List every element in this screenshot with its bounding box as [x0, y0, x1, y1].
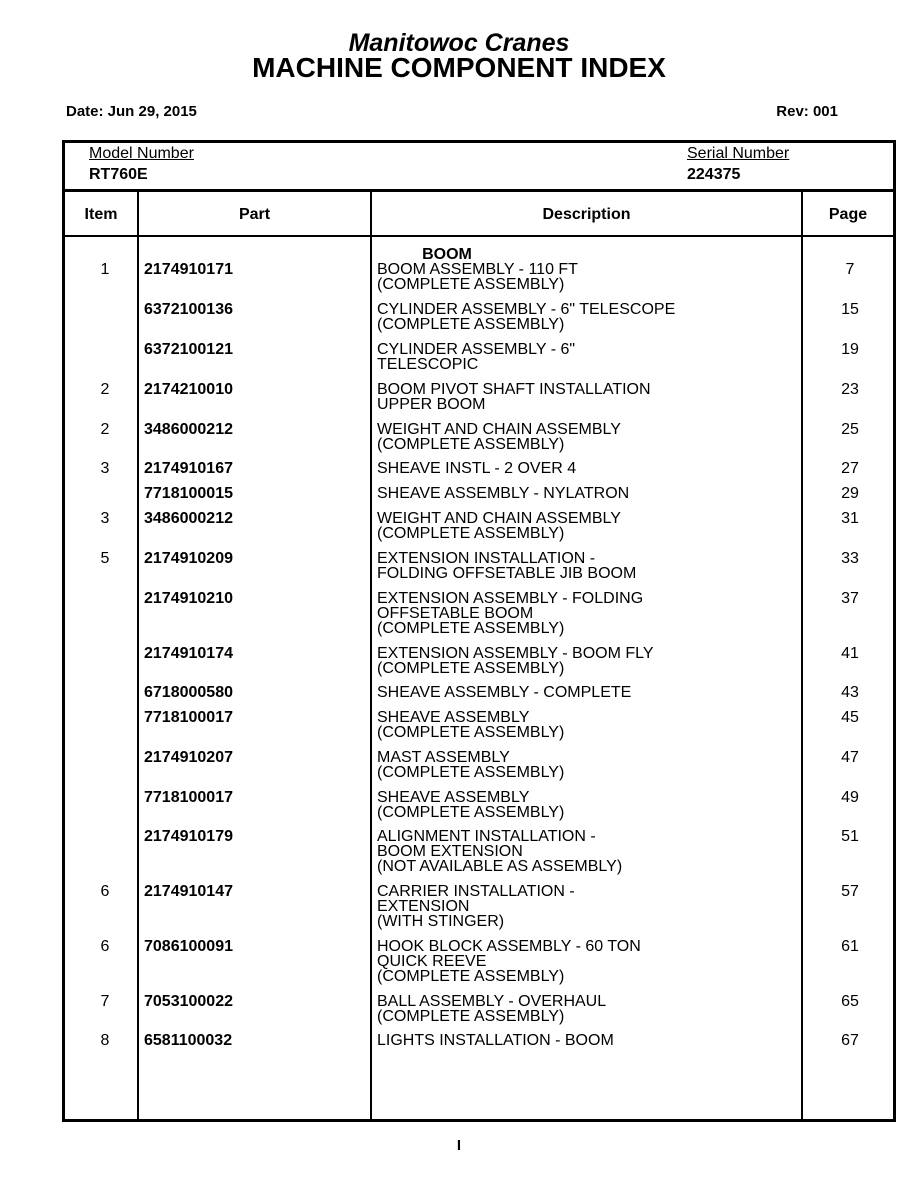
item-number: 7 — [100, 993, 110, 1010]
page-reference: 65 — [841, 993, 859, 1010]
page-reference: 31 — [841, 510, 859, 527]
part-number: 2174210010 — [144, 381, 233, 398]
description-line: (COMPLETE ASSEMBLY) — [377, 764, 565, 781]
description-line: QUICK REEVE — [377, 953, 487, 970]
component-index-table — [62, 140, 896, 1122]
document-title: MACHINE COMPONENT INDEX — [252, 52, 666, 83]
page-reference: 61 — [841, 938, 859, 955]
item-number: 1 — [100, 261, 110, 278]
description-line: (COMPLETE ASSEMBLY) — [377, 620, 565, 637]
part-number: 2174910147 — [144, 883, 233, 900]
page-reference: 23 — [841, 381, 859, 398]
part-description — [377, 422, 797, 452]
part-number: 2174910179 — [144, 828, 233, 845]
part-number: 7718100017 — [144, 709, 233, 726]
description-line: BALL ASSEMBLY - OVERHAUL — [377, 993, 607, 1010]
item-number: 2 — [100, 381, 110, 398]
description-line: FOLDING OFFSETABLE JIB BOOM — [377, 565, 637, 582]
description-line: EXTENSION ASSEMBLY - FOLDING — [377, 590, 644, 607]
part-description — [377, 685, 797, 700]
part-number: 7053100022 — [144, 993, 233, 1010]
description-line: (COMPLETE ASSEMBLY) — [377, 724, 565, 741]
page-reference: 43 — [841, 684, 859, 701]
page-reference: 67 — [841, 1032, 859, 1049]
part-description — [377, 342, 797, 372]
part-number: 6581100032 — [144, 1032, 233, 1049]
serial-number-label: Serial Number — [687, 145, 790, 162]
part-description — [377, 461, 797, 476]
page-reference: 27 — [841, 460, 859, 477]
description-line: HOOK BLOCK ASSEMBLY - 60 TON — [377, 938, 641, 955]
header-divider — [65, 189, 893, 192]
part-number: 2174910167 — [144, 460, 233, 477]
item-number: 3 — [100, 460, 110, 477]
part-description — [377, 884, 797, 929]
item-number: 6 — [100, 938, 110, 955]
description-line: BOOM PIVOT SHAFT INSTALLATION — [377, 381, 651, 398]
page-reference: 49 — [841, 789, 859, 806]
description-line: SHEAVE ASSEMBLY — [377, 789, 530, 806]
item-number: 5 — [100, 550, 110, 567]
part-number: 6372100121 — [144, 341, 233, 358]
item-number: 3 — [100, 510, 110, 527]
description-line: BOOM ASSEMBLY - 110 FT — [377, 261, 578, 278]
description-line: MAST ASSEMBLY — [377, 749, 510, 766]
document-revision: Rev: 001 — [776, 103, 838, 120]
document-date: Date: Jun 29, 2015 — [66, 103, 197, 120]
description-line: (COMPLETE ASSEMBLY) — [377, 436, 565, 453]
description-line: ALIGNMENT INSTALLATION - — [377, 828, 596, 845]
page-reference: 57 — [841, 883, 859, 900]
description-line: (COMPLETE ASSEMBLY) — [377, 276, 565, 293]
model-number-value: RT760E — [89, 166, 148, 183]
description-line: (COMPLETE ASSEMBLY) — [377, 660, 565, 677]
part-number: 6718000580 — [144, 684, 233, 701]
page-reference: 19 — [841, 341, 859, 358]
part-number: 7086100091 — [144, 938, 233, 955]
description-line: SHEAVE ASSEMBLY — [377, 709, 530, 726]
part-description — [377, 939, 797, 984]
part-number: 2174910174 — [144, 645, 233, 662]
description-line: EXTENSION INSTALLATION - — [377, 550, 596, 567]
page-reference: 37 — [841, 590, 859, 607]
page-reference: 41 — [841, 645, 859, 662]
column-header-page: Page — [828, 206, 868, 223]
page-reference: 15 — [841, 301, 859, 318]
item-number: 8 — [100, 1032, 110, 1049]
part-description — [377, 1033, 797, 1048]
description-line: LIGHTS INSTALLATION - BOOM — [377, 1032, 614, 1049]
part-number: 3486000212 — [144, 421, 233, 438]
part-number: 7718100017 — [144, 789, 233, 806]
description-line: SHEAVE INSTL - 2 OVER 4 — [377, 460, 577, 477]
serial-number-value: 224375 — [687, 166, 741, 183]
page-number: I — [456, 1137, 462, 1154]
part-number: 2174910171 — [144, 261, 233, 278]
part-number: 2174910207 — [144, 749, 233, 766]
part-description — [377, 262, 797, 292]
description-line: UPPER BOOM — [377, 396, 486, 413]
description-line: WEIGHT AND CHAIN ASSEMBLY — [377, 510, 621, 527]
part-number: 2174910210 — [144, 590, 233, 607]
page-reference: 7 — [845, 261, 855, 278]
part-description — [377, 790, 797, 820]
part-description — [377, 551, 797, 581]
part-description — [377, 486, 797, 501]
description-line: OFFSETABLE BOOM — [377, 605, 534, 622]
part-description — [377, 511, 797, 541]
column-divider — [370, 191, 372, 1119]
item-number: 6 — [100, 883, 110, 900]
part-description — [377, 382, 797, 412]
description-line: EXTENSION — [377, 898, 470, 915]
description-line: SHEAVE ASSEMBLY - NYLATRON — [377, 485, 630, 502]
item-number: 2 — [100, 421, 110, 438]
part-description — [377, 591, 797, 636]
part-description — [377, 710, 797, 740]
page-reference: 47 — [841, 749, 859, 766]
description-line: (COMPLETE ASSEMBLY) — [377, 968, 565, 985]
page-reference: 29 — [841, 485, 859, 502]
section-heading: BOOM — [422, 246, 472, 263]
description-line: CYLINDER ASSEMBLY - 6" TELESCOPE — [377, 301, 676, 318]
page-reference: 33 — [841, 550, 859, 567]
description-line: (COMPLETE ASSEMBLY) — [377, 525, 565, 542]
page-reference: 51 — [841, 828, 859, 845]
part-description — [377, 302, 797, 332]
description-line: (WITH STINGER) — [377, 913, 505, 930]
description-line: EXTENSION ASSEMBLY - BOOM FLY — [377, 645, 654, 662]
description-line: CARRIER INSTALLATION - — [377, 883, 575, 900]
description-line: SHEAVE ASSEMBLY - COMPLETE — [377, 684, 632, 701]
page-reference: 45 — [841, 709, 859, 726]
description-line: BOOM EXTENSION — [377, 843, 523, 860]
description-line: (NOT AVAILABLE AS ASSEMBLY) — [377, 858, 623, 875]
part-description — [377, 646, 797, 676]
page-reference: 25 — [841, 421, 859, 438]
description-line: TELESCOPIC — [377, 356, 479, 373]
description-line: CYLINDER ASSEMBLY - 6" — [377, 341, 576, 358]
description-line: (COMPLETE ASSEMBLY) — [377, 1008, 565, 1025]
part-description — [377, 829, 797, 874]
column-divider — [137, 191, 139, 1119]
company-name: Manitowoc Cranes — [348, 29, 570, 57]
column-header-part: Part — [238, 206, 271, 223]
part-description — [377, 750, 797, 780]
column-header-divider — [65, 235, 893, 237]
description-line: (COMPLETE ASSEMBLY) — [377, 804, 565, 821]
column-header-description: Description — [542, 206, 631, 223]
part-number: 2174910209 — [144, 550, 233, 567]
description-line: (COMPLETE ASSEMBLY) — [377, 316, 565, 333]
description-line: WEIGHT AND CHAIN ASSEMBLY — [377, 421, 621, 438]
part-description — [377, 994, 797, 1024]
part-number: 3486000212 — [144, 510, 233, 527]
part-number: 7718100015 — [144, 485, 233, 502]
model-number-label: Model Number — [89, 145, 194, 162]
column-header-item: Item — [84, 206, 118, 223]
part-number: 6372100136 — [144, 301, 233, 318]
